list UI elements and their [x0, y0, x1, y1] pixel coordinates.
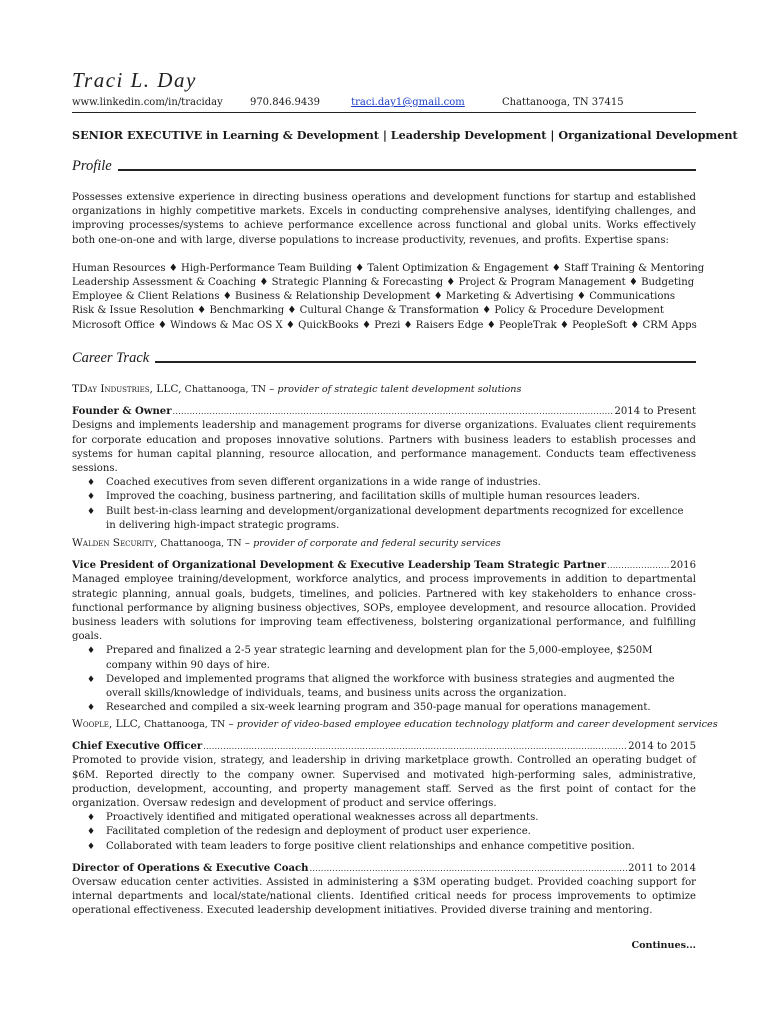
skills-list: [72, 262, 705, 333]
achievement-item: ♦ Developed and implemented programs that aligned the workforce with business strategies and augmented the overall skills/knowledge of individuals, teams, and business units across the organization.: [106, 673, 696, 701]
company-name: Walden Security,: [72, 537, 158, 549]
company-woople: [72, 717, 718, 919]
achievement-item: ♦ Prepared and finalized a 2-5 year strategic learning and development plan for the 5,000-employee, $250M company within 90 days of hire.: [106, 644, 696, 672]
profile-heading: [72, 158, 696, 175]
profile-section: [72, 191, 705, 333]
linkedin-url[interactable]: www.linkedin.com/in/traciday: [72, 97, 223, 108]
role-dates: 2011 to 2014: [628, 862, 696, 874]
dot-leader: [203, 740, 627, 753]
location: Chattanooga, TN 37415: [501, 97, 624, 108]
company-line: [72, 536, 696, 551]
phone-number: 970.846.9439: [249, 97, 320, 108]
company-name: TDay Industries, LLC,: [72, 383, 182, 395]
company-name: Woople, LLC,: [72, 718, 141, 730]
role-title: Vice President of Organizational Development & Executive Leadership Team Strategic Partner: [72, 560, 607, 572]
skills-line: Microsoft Office ♦ Windows & Mac OS X ♦ QuickBooks ♦ Prezi ♦ Raisers Edge ♦ PeopleTrak ♦ PeopleSoft ♦ CRM Apps: [72, 319, 697, 331]
continues-note: Continues...: [631, 940, 696, 951]
career-heading-label: Career Track: [72, 350, 150, 366]
role-dates: 2014 to 2015: [628, 741, 696, 753]
company-line: [72, 382, 696, 397]
company-description: provider of video-based employee education technology platform and career development services: [236, 719, 718, 730]
candidate-name: Traci L. Day: [72, 68, 197, 92]
company-description: provider of strategic talent development solutions: [277, 384, 522, 395]
achievement-item: ♦ Coached executives from seven different organizations in a wide range of industries.: [106, 476, 696, 490]
role-heading: [72, 559, 696, 573]
separator: –: [228, 719, 234, 730]
company-location: Chattanooga, TN: [160, 538, 242, 549]
email-link[interactable]: traci.day1@gmail.com: [351, 97, 465, 108]
role-title: Director of Operations & Executive Coach: [72, 862, 309, 874]
company-location: Chattanooga, TN: [184, 384, 266, 395]
role-dates: 2014 to Present: [614, 406, 696, 418]
role-title: Chief Executive Officer: [72, 741, 203, 753]
role-summary: Promoted to provide vision, strategy, and leadership in driving marketplace growth. Controlled an operating budget of $6M. Reported directly to the company owner. Supervised and motivated high-performing sales, administrative, production, development, accounting, and property management staff. Served as the first point of contact for the organization. Oversaw redesign and development of product and service offerings.: [72, 755, 696, 810]
achievement-list: [72, 811, 696, 854]
company-location: Chattanooga, TN: [143, 719, 226, 730]
dot-leader: [607, 559, 669, 572]
headline: SENIOR EXECUTIVE in Learning & Development | Leadership Development | Organizational Development: [72, 128, 738, 142]
separator: –: [269, 384, 275, 395]
role-heading: [72, 740, 696, 754]
achievement-item: ♦ Proactively identified and mitigated operational weaknesses across all departments.: [106, 811, 696, 825]
role-summary: Designs and implements leadership and management programs for diverse organizations. Evaluates client requirements for corporate education and proposes innovative solutions. Partners with business leaders to establish processes and systems for human capital planning, resource allocation, and performance management. Conducts team effectiveness sessions.: [72, 420, 696, 475]
role-title: Founder & Owner: [72, 406, 172, 418]
achievement-list: [72, 644, 696, 715]
role-summary: Oversaw education center activities. Assisted in administering a $3M operating budget. Provided coaching support for internal departments and local/state/national clients. Identified critical needs for process improvements to optimize operational effectiveness. Executed leadership development initiatives. Provided diverse training and mentoring.: [72, 877, 696, 917]
contact-line: [72, 97, 696, 113]
achievement-item: ♦ Improved the coaching, business partnering, and facilitation skills of multiple human resources leaders.: [106, 490, 696, 504]
section-rule: [155, 361, 696, 363]
role-heading: [72, 862, 696, 876]
dot-leader: [173, 405, 614, 418]
achievement-item: ♦ Built best-in-class learning and development/organizational development departments recognized for excellence in delivering high-impact strategic programs.: [106, 505, 696, 533]
dot-leader: [310, 862, 628, 875]
company-description: provider of corporate and federal security services: [253, 538, 501, 549]
section-rule: [118, 169, 696, 171]
achievement-item: ♦ Collaborated with team leaders to forge positive client relationships and enhance competitive position.: [106, 840, 696, 854]
separator: –: [244, 538, 250, 549]
role-summary: Managed employee training/development, workforce analytics, and process improvements in addition to departmental strategic planning, annual goals, budgets, timelines, and policies. Partnered with key stakeholders to enhance cross-functional performance by aligning business objectives, SOPs, employee development, and resource allocation. Provided business leaders with solutions for improving team effectiveness, bolstering organizational performance, and fulfilling goals.: [72, 574, 696, 643]
skills-line: Human Resources ♦ High-Performance Team Building ♦ Talent Optimization & Engagement ♦ Staff Training & Mentoring: [72, 262, 705, 274]
achievement-item: ♦ Facilitated completion of the redesign and deployment of product user experience.: [106, 825, 696, 839]
skills-line: Risk & Issue Resolution ♦ Benchmarking ♦ Cultural Change & Transformation ♦ Policy & Procedure Development: [72, 305, 664, 317]
achievement-item: ♦ Researched and compiled a six-week learning program and 350-page manual for operations management.: [106, 701, 696, 715]
skills-line: Employee & Client Relations ♦ Business & Relationship Development ♦ Marketing & Advertising ♦ Communications: [72, 291, 676, 303]
company-line: [72, 717, 718, 732]
skills-line: Leadership Assessment & Coaching ♦ Strategic Planning & Forecasting ♦ Project & Program Management ♦ Budgeting: [72, 277, 695, 289]
company-walden: [72, 536, 696, 715]
career-heading: [72, 350, 696, 367]
company-tday: [72, 382, 696, 533]
profile-heading-label: Profile: [72, 158, 112, 174]
profile-summary: Possesses extensive experience in directing business operations and development functions for startup and established organizations in highly competitive markets. Excels in conducting comprehensive analyses, identifying challenges, and improving processes/systems to achieve performance excellence across functional and global units. Works effectively both one-on-one and with large, diverse populations to increase productivity, revenues, and profits. Expertise spans:: [72, 192, 696, 246]
achievement-list: [72, 476, 696, 533]
role-dates: 2016: [670, 560, 696, 572]
role-heading: [72, 405, 696, 419]
